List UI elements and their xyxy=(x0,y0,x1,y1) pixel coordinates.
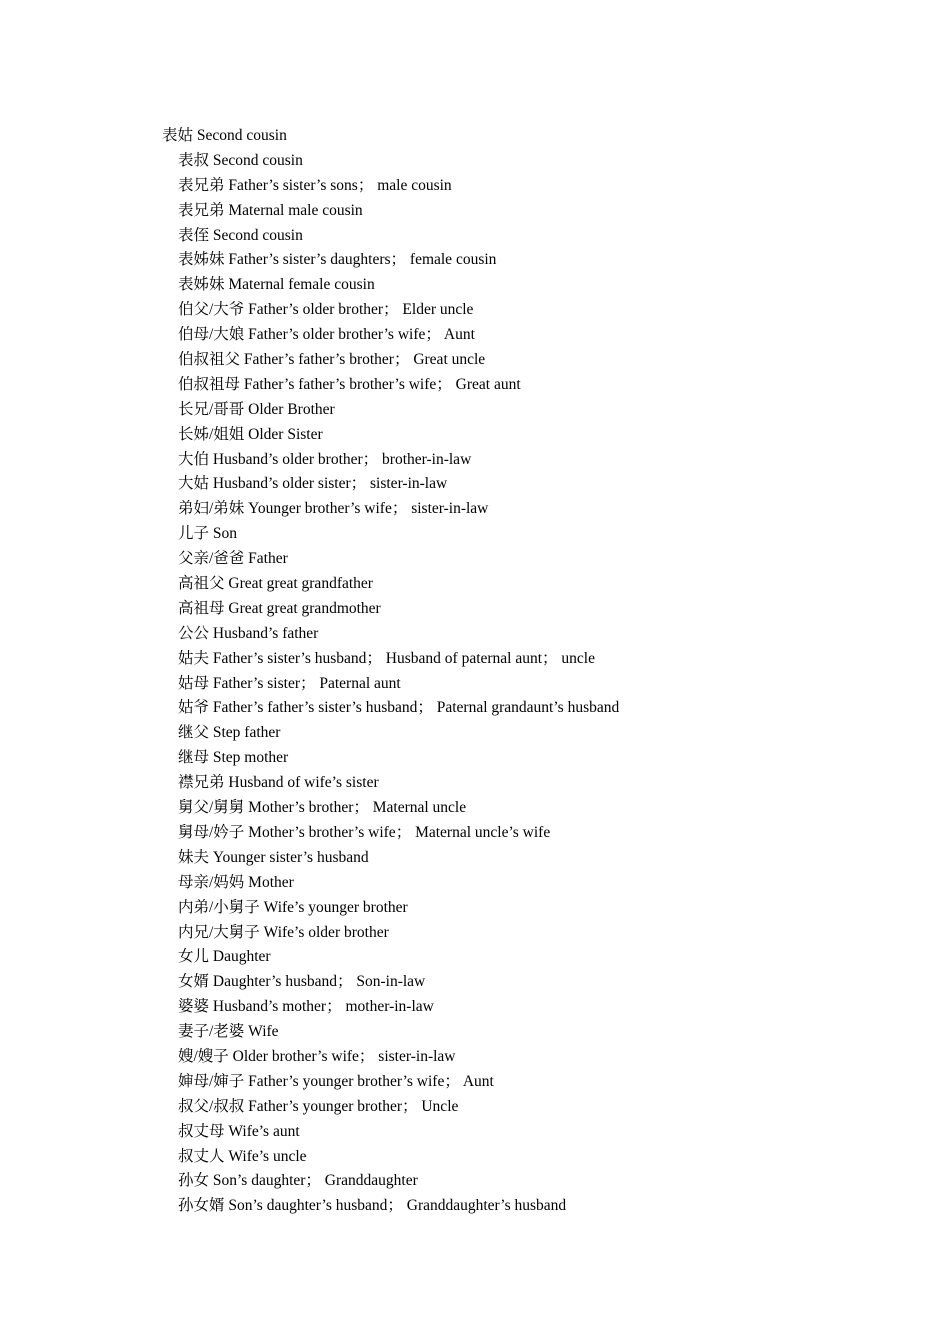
list-item: 表姊妹 Father’s sister’s daughters； female cousin xyxy=(178,251,497,269)
list-item: 叔丈母 Wife’s aunt xyxy=(178,1122,300,1140)
list-item: 继父 Step father xyxy=(178,724,281,742)
list-item: 长姊/姐姐 Older Sister xyxy=(178,425,323,443)
list-item: 女儿 Daughter xyxy=(178,948,271,966)
list-item: 内兄/大舅子 Wife’s older brother xyxy=(178,923,389,941)
list-item: 女婿 Daughter’s husband； Son-in-law xyxy=(178,973,426,991)
list-item: 姑爷 Father’s father’s sister’s husband； Paternal grandaunt’s husband xyxy=(178,699,620,717)
list-item: 母亲/妈妈 Mother xyxy=(178,873,294,891)
list-item: 公公 Husband’s father xyxy=(178,624,319,642)
list-item: 姑夫 Father’s sister’s husband； Husband of paternal aunt； uncle xyxy=(178,649,595,667)
list-item: 嫂/嫂子 Older brother’s wife； sister-in-law xyxy=(178,1047,456,1065)
list-item: 长兄/哥哥 Older Brother xyxy=(178,400,335,418)
list-item: 高祖母 Great great grandmother xyxy=(178,599,381,617)
list-item: 襟兄弟 Husband of wife’s sister xyxy=(178,774,379,792)
list-item: 内弟/小舅子 Wife’s younger brother xyxy=(178,898,408,916)
list-item: 伯叔祖母 Father’s father’s brother’s wife； Great aunt xyxy=(178,375,521,393)
list-item: 父亲/爸爸 Father xyxy=(178,550,288,568)
list-item: 继母 Step mother xyxy=(178,749,289,767)
list-item: 舅母/妗子 Mother’s brother’s wife； Maternal uncle’s wife xyxy=(178,823,551,841)
list-item: 儿子 Son xyxy=(178,525,237,543)
list-item: 表兄弟 Father’s sister’s sons； male cousin xyxy=(178,176,452,194)
list-item: 表兄弟 Maternal male cousin xyxy=(178,201,363,219)
list-item: 表姑 Second cousin xyxy=(162,127,287,144)
list-item: 伯父/大爷 Father’s older brother； Elder uncle xyxy=(178,301,474,319)
list-item: 表姊妹 Maternal female cousin xyxy=(178,276,375,294)
list-item: 婆婆 Husband’s mother； mother-in-law xyxy=(178,998,434,1016)
list-item: 表侄 Second cousin xyxy=(178,226,303,244)
list-item: 妹夫 Younger sister’s husband xyxy=(178,848,369,866)
list-item: 大伯 Husband’s older brother； brother-in-law xyxy=(178,450,472,468)
list-item: 婶母/婶子 Father’s younger brother’s wife； Aunt xyxy=(178,1072,494,1090)
list-item: 舅父/舅舅 Mother’s brother； Maternal uncle xyxy=(178,799,467,817)
list-item: 叔父/叔叔 Father’s younger brother； Uncle xyxy=(178,1097,459,1115)
list-item: 孙女 Son’s daughter； Granddaughter xyxy=(178,1172,418,1190)
list-item: 伯母/大娘 Father’s older brother’s wife； Aunt xyxy=(178,326,475,344)
list-item: 孙女婿 Son’s daughter’s husband； Granddaughter’s husband xyxy=(178,1197,567,1215)
list-item: 伯叔祖父 Father’s father’s brother； Great uncle xyxy=(178,351,486,369)
list-item: 弟妇/弟妹 Younger brother’s wife； sister-in-law xyxy=(178,500,489,518)
list-item: 大姑 Husband’s older sister； sister-in-law xyxy=(178,475,448,493)
list-item: 表叔 Second cousin xyxy=(178,151,303,169)
list-item: 叔丈人 Wife’s uncle xyxy=(178,1147,307,1165)
list-item: 妻子/老婆 Wife xyxy=(178,1023,279,1041)
kinship-term-list xyxy=(162,124,882,1219)
list-item: 高祖父 Great great grandfather xyxy=(178,575,373,593)
list-item: 姑母 Father’s sister； Paternal aunt xyxy=(178,674,401,692)
